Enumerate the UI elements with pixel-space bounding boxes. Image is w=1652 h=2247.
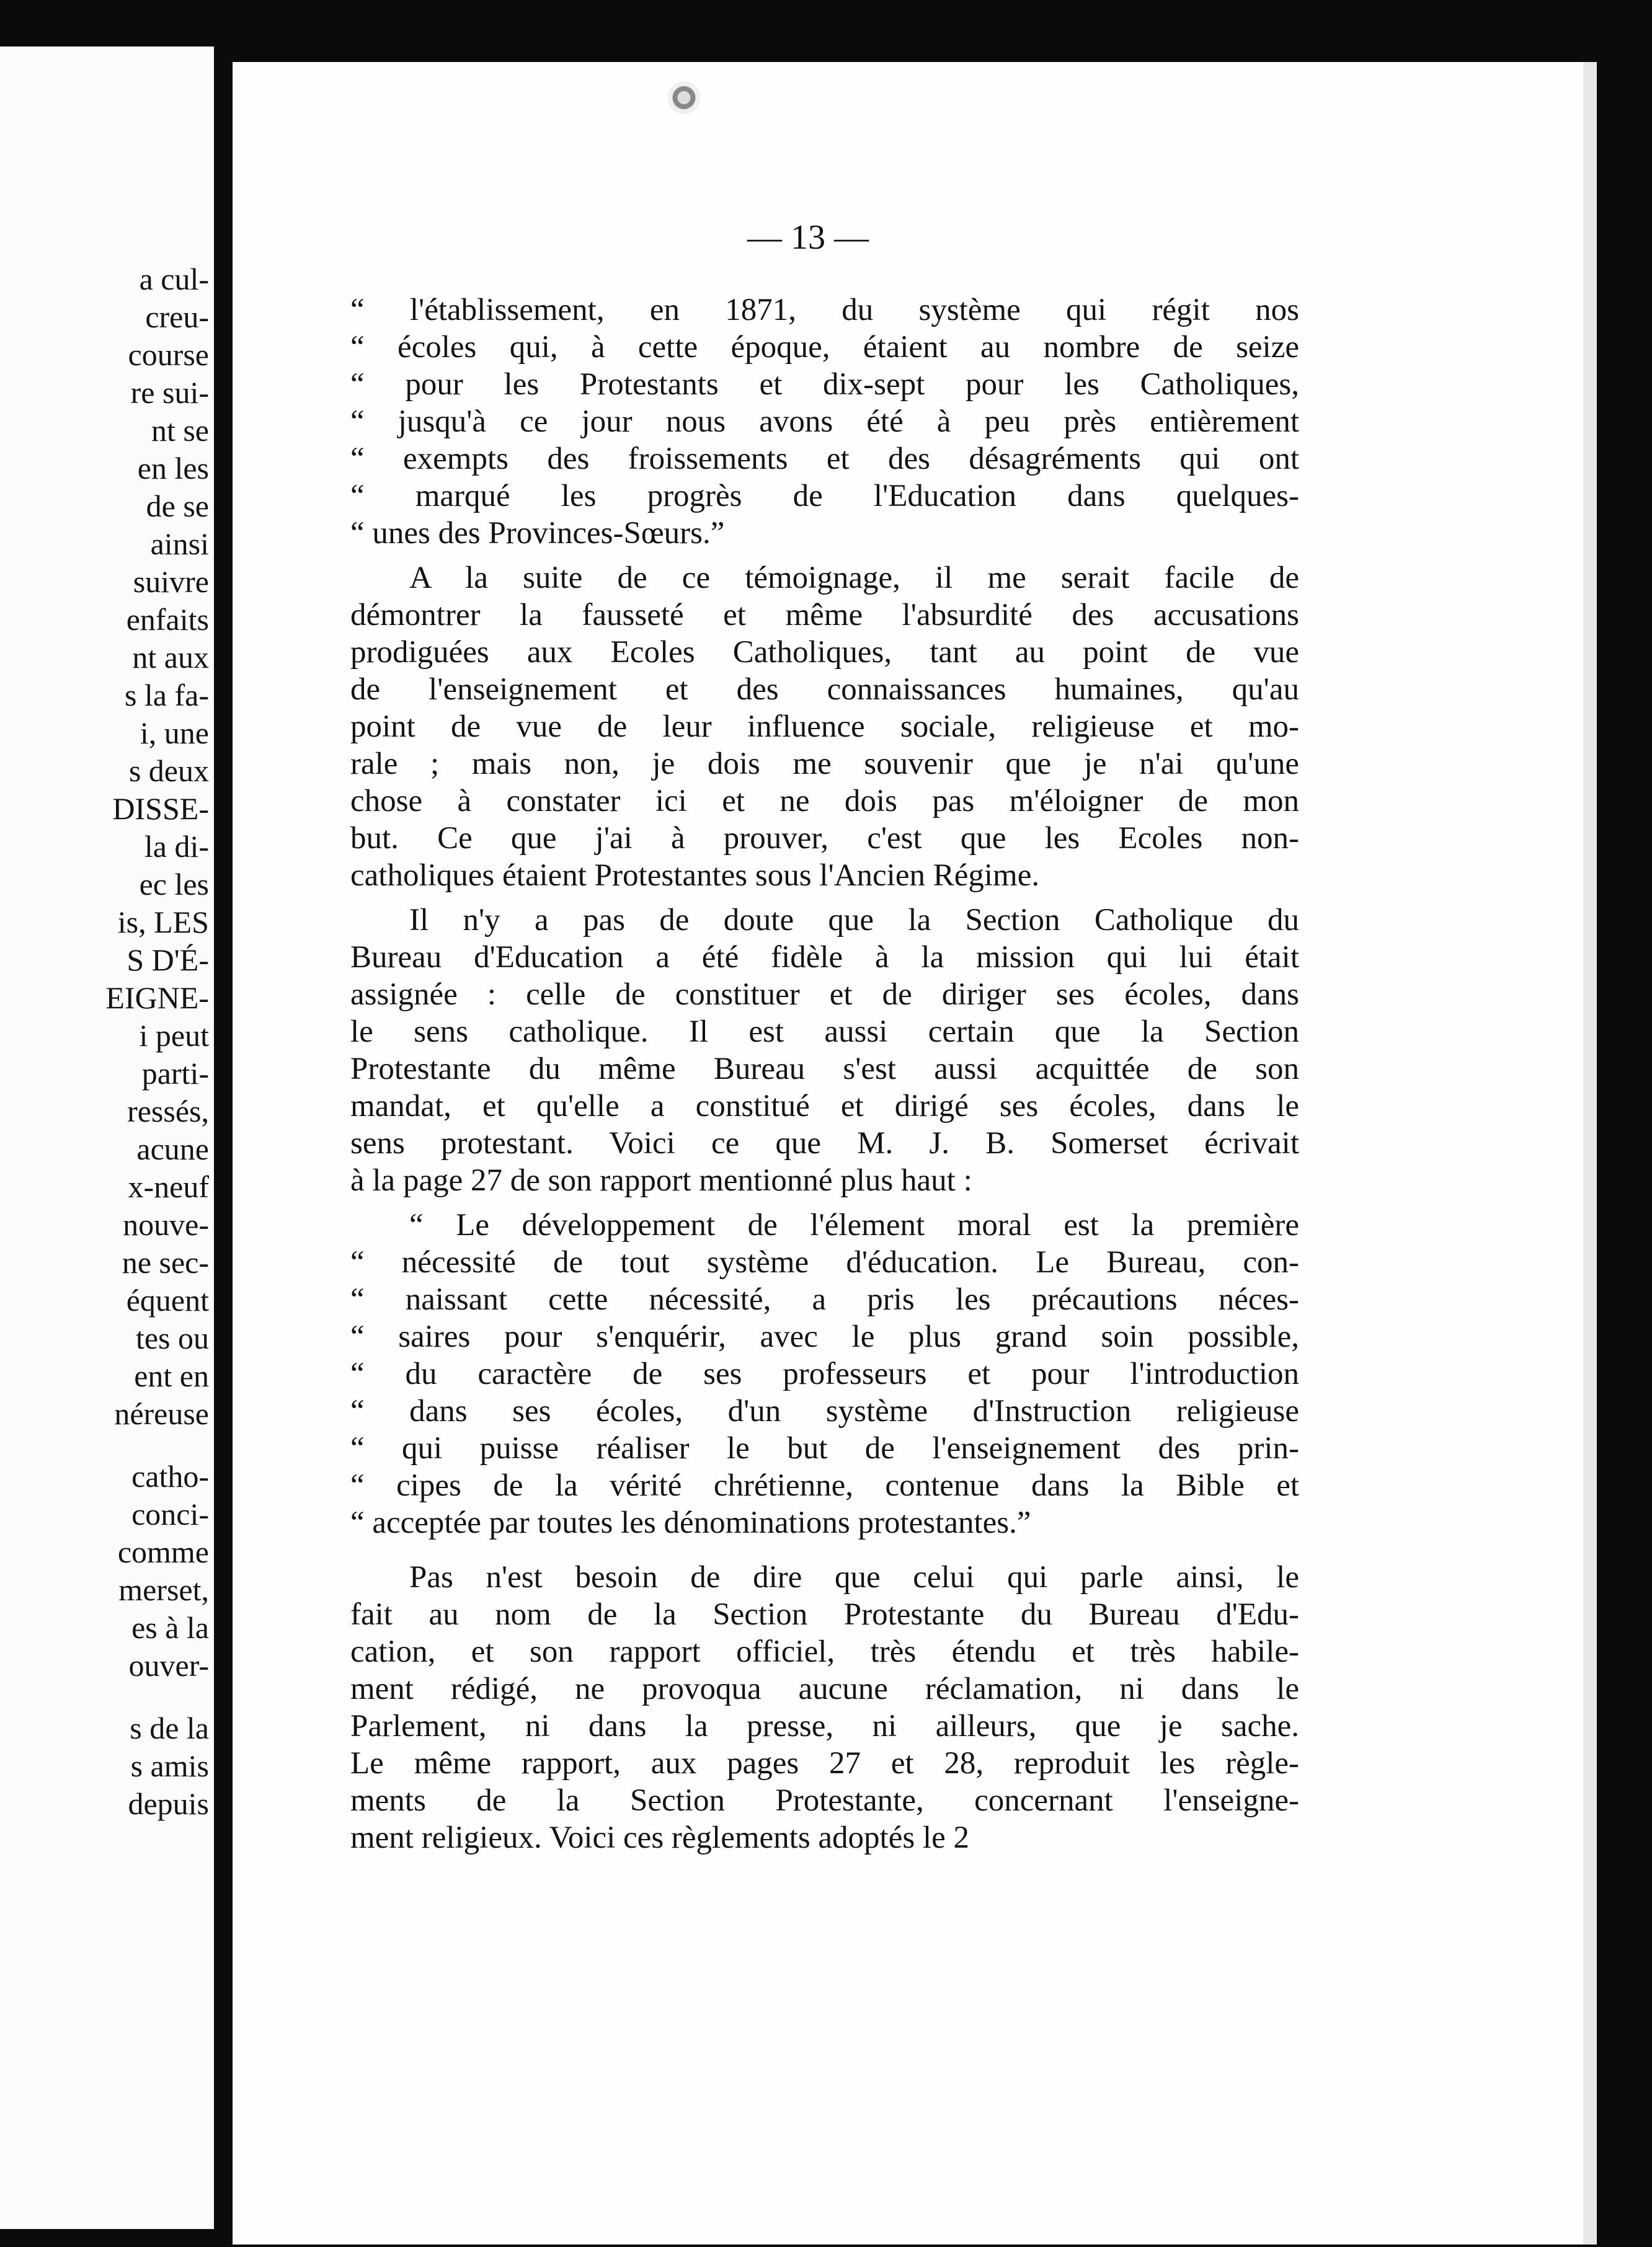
left-page-fragment: a cul-	[139, 262, 209, 296]
left-page-fragment: course	[128, 337, 209, 372]
text-line: “ Le développement de l'élement moral est la première	[409, 1208, 1299, 1243]
text-line: “ unes des Provinces-Sœurs.”	[350, 516, 725, 551]
left-page-fragment: équent	[126, 1283, 209, 1318]
paragraph	[350, 559, 1299, 894]
text-line: à la page 27 de son rapport mentionné plus haut :	[350, 1163, 972, 1198]
left-page-fragment: comme	[117, 1535, 209, 1569]
text-line: chose à constater ici et ne dois pas m'éloigner de mon	[350, 784, 1299, 818]
left-page-fragment: s amis	[130, 1748, 209, 1783]
text-line: démontrer la fausseté et même l'absurdité des accusations	[350, 598, 1299, 632]
left-page-fragment: ressés,	[127, 1094, 209, 1128]
text-line: de l'enseignement et des connaissances humaines, qu'au	[350, 672, 1299, 707]
left-page-fragment: creu-	[145, 299, 209, 334]
text-line: ment rédigé, ne provoqua aucune réclamation, ni dans le	[350, 1672, 1299, 1706]
left-page-fragment: s la fa-	[124, 678, 209, 712]
text-line: catholiques étaient Protestantes sous l'Ancien Régime.	[350, 858, 1040, 893]
text-line: “ dans ses écoles, d'un système d'Instruction religieuse	[350, 1394, 1299, 1429]
left-page-fragment: ouver-	[128, 1648, 209, 1683]
text-line: Il n'y a pas de doute que la Section Catholique du	[409, 903, 1299, 937]
left-page-fragment: x-neuf	[128, 1169, 209, 1204]
paragraph-gap	[350, 894, 1299, 902]
text-line: “ cipes de la vérité chrétienne, contenue dans la Bible et	[350, 1468, 1299, 1503]
left-page-fragment: merset,	[118, 1572, 209, 1607]
left-page-fragment: re sui-	[130, 375, 209, 410]
paragraph	[350, 1559, 1299, 1856]
left-page-fragment: la di-	[144, 829, 209, 864]
text-line: “ saires pour s'enquérir, avec le plus grand soin possible,	[350, 1319, 1299, 1354]
text-line: “ qui puisse réaliser le but de l'enseignement des prin-	[350, 1431, 1299, 1466]
text-line: le sens catholique. Il est aussi certain que la Section	[350, 1014, 1299, 1049]
left-page-fragment: nt se	[151, 413, 209, 448]
left-page-fragment: S D'É-	[127, 942, 209, 977]
left-page-fragment: ainsi	[150, 526, 209, 561]
text-line: “ l'établissement, en 1871, du système qui régit nos	[350, 293, 1299, 327]
text-line: Protestante du même Bureau s'est aussi acquittée de son	[350, 1052, 1299, 1086]
paragraph	[350, 291, 1299, 552]
left-page-fragment: parti-	[141, 1056, 209, 1091]
paragraph	[350, 1207, 1299, 1541]
text-line: “ marqué les progrès de l'Education dans quelques-	[350, 479, 1299, 513]
left-page-fragment: tes ou	[135, 1321, 209, 1355]
left-page-fragment: nouve-	[123, 1207, 209, 1242]
page-body	[350, 291, 1299, 1856]
ink-blot	[667, 81, 710, 115]
left-page-fragment: s deux	[128, 753, 209, 788]
left-page-fragment: néreuse	[114, 1396, 209, 1431]
left-page-fragment: DISSE-	[112, 791, 209, 826]
text-line: fait au nom de la Section Protestante du Bureau d'Edu-	[350, 1597, 1299, 1632]
left-page-fragment: es à la	[131, 1610, 209, 1645]
text-line: point de vue de leur influence sociale, religieuse et mo-	[350, 709, 1299, 744]
left-page-fragment: depuis	[128, 1786, 209, 1821]
left-page-fragment: catho-	[131, 1459, 209, 1494]
left-page-fragment: conci-	[131, 1497, 209, 1531]
text-line: assignée : celle de constituer et de diriger ses écoles, dans	[350, 977, 1299, 1012]
text-line: mandat, et qu'elle a constitué et dirigé ses écoles, dans le	[350, 1089, 1299, 1124]
left-page-fragment: EIGNE-	[105, 980, 209, 1015]
left-page-fragment: ne sec-	[122, 1245, 209, 1280]
text-line: Bureau d'Education a été fidèle à la mission qui lui était	[350, 940, 1299, 975]
paragraph-gap	[350, 552, 1299, 559]
left-page-fragment: i, une	[140, 716, 209, 750]
text-line: prodiguées aux Ecoles Catholiques, tant au point de vue	[350, 635, 1299, 670]
text-line: cation, et son rapport officiel, très étendu et très habile-	[350, 1634, 1299, 1669]
page-number: — 13 —	[747, 218, 869, 257]
text-line: ment religieux. Voici ces règlements adoptés le 2	[350, 1820, 970, 1855]
text-line: Parlement, ni dans la presse, ni ailleurs, que je sache.	[350, 1709, 1299, 1744]
text-line: “ du caractère de ses professeurs et pour l'introduction	[350, 1357, 1299, 1391]
text-line: “ pour les Protestants et dix-sept pour les Catholiques,	[350, 367, 1299, 402]
left-page-fragment: s de la	[130, 1711, 209, 1745]
text-line: Le même rapport, aux pages 27 et 28, reproduit les règle-	[350, 1746, 1299, 1781]
text-line: “ nécessité de tout système d'éducation. Le Bureau, con-	[350, 1245, 1299, 1280]
text-line: A la suite de ce témoignage, il me serait facile de	[409, 561, 1299, 595]
text-line: “ écoles qui, à cette époque, étaient au nombre de seize	[350, 330, 1299, 365]
previous-page-strip	[0, 47, 214, 2229]
text-line: sens protestant. Voici ce que M. J. B. Somerset écrivait	[350, 1126, 1299, 1161]
left-page-fragment: nt aux	[132, 640, 209, 675]
left-page-fragment: ent en	[134, 1358, 209, 1393]
book-spine	[214, 37, 233, 2247]
left-page-fragment: i peut	[139, 1018, 209, 1053]
text-line: “ naissant cette nécessité, a pris les précautions néces-	[350, 1282, 1299, 1317]
left-page-fragment: de se	[146, 489, 209, 523]
text-line: but. Ce que j'ai à prouver, c'est que les Ecoles non-	[350, 821, 1299, 856]
paragraph-gap	[350, 1199, 1299, 1207]
left-page-fragment: enfaits	[126, 602, 209, 637]
left-page-fragment: is, LES	[117, 905, 209, 939]
text-line: “ acceptée par toutes les dénominations protestantes.”	[350, 1505, 1031, 1540]
text-line: Pas n'est besoin de dire que celui qui parle ainsi, le	[409, 1560, 1299, 1595]
paragraph	[350, 902, 1299, 1199]
text-line: rale ; mais non, je dois me souvenir que je n'ai qu'une	[350, 747, 1299, 781]
left-page-fragment: ec les	[139, 867, 209, 902]
paragraph-gap	[350, 1541, 1299, 1559]
text-line: “ jusqu'à ce jour nous avons été à peu près entièrement	[350, 404, 1299, 439]
left-page-fragment: acune	[136, 1132, 209, 1166]
left-page-fragment: en les	[137, 451, 209, 485]
left-page-fragment: suivre	[133, 564, 209, 599]
text-line: “ exempts des froissements et des désagréments qui ont	[350, 441, 1299, 476]
text-line: ments de la Section Protestante, concernant l'enseigne-	[350, 1783, 1299, 1818]
